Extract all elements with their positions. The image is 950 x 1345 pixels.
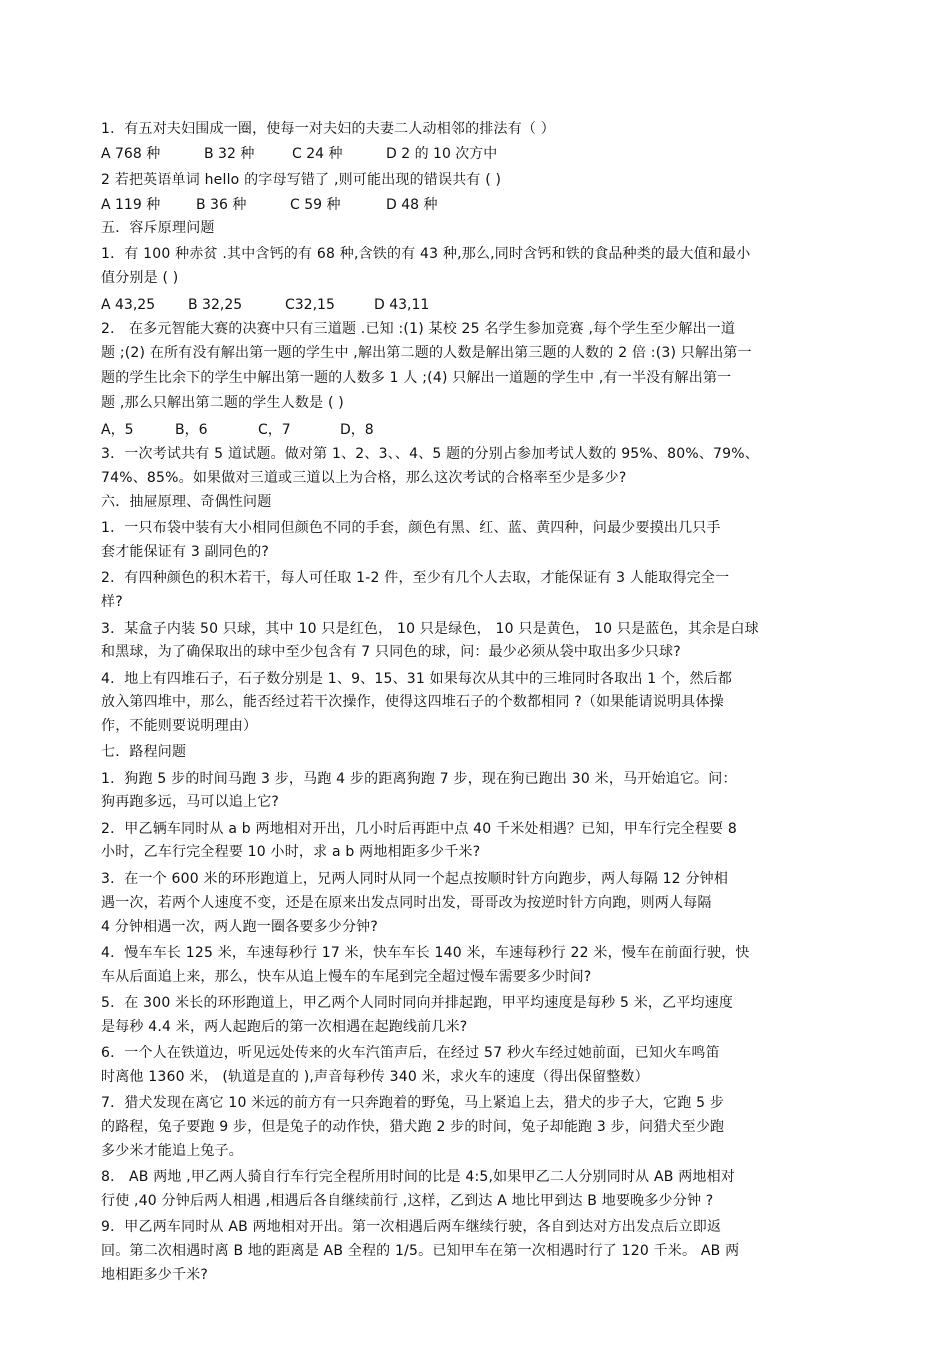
sec7-q6-line2: 时离他 1360 米， (轨道是直的 ),声音每秒传 340 米，求火车的速度（得出保留整数） <box>101 1069 649 1085</box>
option-b: B 32,25 <box>188 297 243 313</box>
sec5-q2-line4: 题 ,那么只解出第二题的学生人数是 ( ) <box>101 395 344 411</box>
question-perm-2: 2 若把英语单词 hello 的字母写错了 ,则可能出现的错误共有 ( ) <box>101 172 502 188</box>
sec7-q1-line1: 1．狗跑 5 步的时间马跑 3 步，马跑 4 步的距离狗跑 7 步，现在狗已跑出 30 米，马开始追它。问： <box>101 771 737 787</box>
sec7-q3-line3: 4 分钟相遇一次，两人跑一圈各要多少分钟? <box>101 919 378 935</box>
option-b: B 36 种 <box>196 197 247 213</box>
sec6-q1-line2: 套才能保证有 3 副同色的? <box>101 544 270 560</box>
question-perm-1: 1．有五对夫妇围成一圈，使每一对夫妇的夫妻二人动相邻的排法有（ ） <box>101 121 555 137</box>
sec7-q5-line1: 5．在 300 米长的环形跑道上，甲乙两个人同时同向并排起跑，甲平均速度是每秒 5 米，乙平均速度 <box>101 995 734 1011</box>
sec7-q7-line2: 的路程，兔子要跑 9 步，但是兔子的动作快，猎犬跑 2 步的时间，兔子却能跑 3 步，问猎犬至少跑 <box>101 1119 725 1135</box>
section-7-title: 七．路程问题 <box>101 744 187 760</box>
option-a: A 43,25 <box>101 297 156 313</box>
sec7-q9-line2: 回。第二次相遇时离 B 地的距离是 AB 全程的 1/5。已知甲车在第一次相遇时行了 120 千米。 AB 两 <box>101 1243 740 1259</box>
section-6-title: 六．抽屉原理、奇偶性问题 <box>101 494 272 510</box>
sec7-q7-line3: 多少米才能追上兔子。 <box>101 1143 243 1159</box>
sec5-q3-line1: 3．一次考试共有 5 道试题。做对第 1、2、3、、4、5 题的分别占参加考试人数的 95%、80%、79%、 <box>101 446 759 462</box>
sec6-q1-line1: 1．一只布袋中装有大小相同但颜色不同的手套，颜色有黑、红、蓝、黄四种，问最少要摸出几只手 <box>101 520 721 536</box>
sec6-q4-line3: 作，不能则要说明理由） <box>101 718 258 734</box>
sec7-q9-line1: 9．甲乙两车同时从 AB 两地相对开出。第一次相遇后两车继续行驶，各自到达对方出发点后立即返 <box>101 1219 722 1235</box>
sec5-q3-line2: 74%、85%。如果做对三道或三道以上为合格，那么这次考试的合格率至少是多少? <box>101 470 627 486</box>
option-d: D 43,11 <box>374 297 430 313</box>
sec6-q2-line2: 样? <box>101 594 123 610</box>
sec7-q3-line1: 3．在一个 600 米的环形跑道上，兄两人同时从同一个起点按顺时针方向跑步，两人每隔 12 分钟相 <box>101 871 729 887</box>
sec5-q2-line2: 题 ;(2) 在所有没有解出第一题的学生中 ,解出第二题的人数是解出第三题的人数的 2 倍 :(3) 只解出第一 <box>101 345 752 361</box>
sec6-q2-line1: 2．有四种颜色的积木若干，每人可任取 1-2 件，至少有几个人去取，才能保证有 3 人能取得完全一 <box>101 570 730 586</box>
option-d: D 48 种 <box>386 197 438 213</box>
sec7-q8-line2: 行使 ,40 分钟后两人相遇 ,相遇后各自继续前行 ,这样，乙到达 A 地比甲到达 B 地要晚多少分钟 ? <box>101 1193 714 1209</box>
sec7-q8-line1: 8． AB 两地 ,甲乙两人骑自行车行完全程所用时间的比是 4:5,如果甲乙二人分别同时从 AB 两地相对 <box>101 1169 736 1185</box>
sec7-q9-line3: 地相距多少千米? <box>101 1267 209 1283</box>
sec6-q3-line1: 3．某盒子内装 50 只球，其中 10 只是红色， 10 只是绿色， 10 只是黄色， 10 只是蓝色，其余是白球 <box>101 621 759 637</box>
option-c: C32,15 <box>285 297 335 313</box>
sec6-q3-line2: 和黑球，为了确保取出的球中至少包含有 7 只同色的球，问：最少必须从袋中取出多少只球? <box>101 644 681 660</box>
sec6-q4-line1: 4．地上有四堆石子，石子数分别是 1、9、15、31 如果每次从其中的三堆同时各取出 1 个，然后都 <box>101 671 733 687</box>
sec5-q1-line1: 1．有 100 种赤贫 .其中含钙的有 68 种,含铁的有 43 种,那么,同时含钙和铁的食品种类的最大值和最小 <box>101 246 751 262</box>
option-b: B，6 <box>175 422 208 438</box>
sec7-q5-line2: 是每秒 4.4 米，两人起跑后的第一次相遇在起跑线前几米? <box>101 1019 468 1035</box>
option-c: C 24 种 <box>292 146 343 162</box>
option-a: A，5 <box>101 422 134 438</box>
option-c: C 59 种 <box>290 197 341 213</box>
sec6-q4-line2: 放入第四堆中，那么，能否经过若干次操作，使得这四堆石子的个数都相同 ?（如果能请说明具体操 <box>101 694 724 710</box>
sec5-q2-line1: 2． 在多元智能大赛的决赛中只有三道题 .已知 :(1) 某校 25 名学生参加竞赛 ,每个学生至少解出一道 <box>101 321 736 337</box>
section-5-title: 五．容斥原理问题 <box>101 220 215 236</box>
option-a: A 119 种 <box>101 197 161 213</box>
sec7-q7-line1: 7．猎犬发现在离它 10 米远的前方有一只奔跑着的野兔，马上紧追上去，猎犬的步子大，它跑 5 步 <box>101 1095 725 1111</box>
option-b: B 32 种 <box>204 146 255 162</box>
sec7-q2-line1: 2．甲乙辆车同时从 a b 两地相对开出，几小时后再距中点 40 千米处相遇？已知，甲车行完全程要 8 <box>101 821 737 837</box>
option-d: D 2 的 10 次方中 <box>386 146 498 162</box>
sec5-q2-line3: 题的学生比余下的学生中解出第一题的人数多 1 人 ;(4) 只解出一道题的学生中 ,有一半没有解出第一 <box>101 370 732 386</box>
sec7-q6-line1: 6．一个人在铁道边，听见远处传来的火车汽笛声后，在经过 57 秒火车经过她前面，已知火车鸣笛 <box>101 1045 720 1061</box>
sec7-q4-line1: 4．慢车车长 125 米，车速每秒行 17 米，快车车长 140 米，车速每秒行 22 米，慢车在前面行驶，快 <box>101 945 750 961</box>
option-d: D，8 <box>340 422 374 438</box>
sec7-q4-line2: 车从后面追上来，那么，快车从追上慢车的车尾到完全超过慢车需要多少时间? <box>101 969 592 985</box>
sec7-q3-line2: 遇一次，若两个人速度不变，还是在原来出发点同时出发，哥哥改为按逆时针方向跑，则两人每隔 <box>101 895 712 911</box>
sec7-q1-line2: 狗再跑多远，马可以追上它? <box>101 794 280 810</box>
option-c: C，7 <box>258 422 291 438</box>
sec5-q1-line2: 值分别是 ( ) <box>101 270 179 286</box>
sec7-q2-line2: 小时，乙车行完全程要 10 小时，求 a b 两地相距多少千米? <box>101 844 481 860</box>
option-a: A 768 种 <box>101 146 161 162</box>
